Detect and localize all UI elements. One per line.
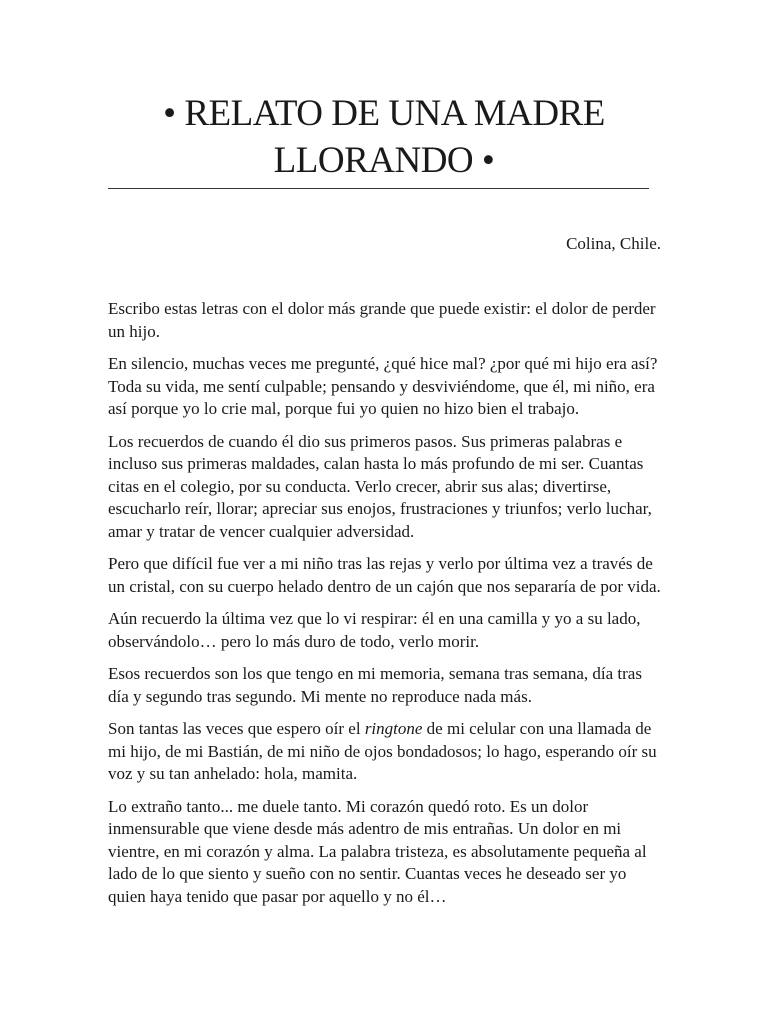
story-body: [108, 298, 664, 918]
title-line-2: LLORANDO •: [273, 140, 495, 181]
paragraph-7-emphasis: ringtone: [364, 719, 423, 738]
paragraph-6: Esos recuerdos son los que tengo en mi memoria, semana tras semana, día tras día y segundo tras segundo. Mi mente no reproduce nada más.: [108, 664, 642, 706]
paragraph-8: Lo extraño tanto... me duele tanto. Mi corazón quedó roto. Es un dolor inmensurable que viene desde más adentro de mis entrañas. Un dolor en mi vientre, en mi corazón y alma. La palabra tristeza, es absolutamente pequeña al lado de lo que siento y sueño con no sentir. Cuantas veces he deseado ser yo quien haya tenido que pasar por aquello y no él…: [108, 796, 647, 906]
paragraph-7: [108, 718, 664, 786]
title-divider: [108, 188, 649, 189]
paragraph-7-text-a: Son tantas las veces que espero oír el: [108, 719, 365, 738]
title-line-1: • RELATO DE UNA MADRE: [163, 93, 605, 134]
place-line: Colina, Chile.: [566, 234, 661, 253]
paragraph-4: Pero que difícil fue ver a mi niño tras las rejas y verlo por última vez a través de un cristal, con su cuerpo helado dentro de un cajón que nos separaría de por vida.: [108, 554, 661, 596]
paragraph-7-text-b: de mi celular con una llamada de mi hijo, de mi Bastián, de mi niño de ojos bondadosos; lo hago, esperando oír su voz y su tan anhelado: hola, mamita.: [108, 719, 657, 783]
paragraph-5: Aún recuerdo la última vez que lo vi respirar: él en una camilla y yo a su lado, observándolo… pero lo más duro de todo, verlo morir.: [108, 609, 641, 651]
page-title: [108, 90, 660, 184]
paragraph-2: En silencio, muchas veces me pregunté, ¿qué hice mal? ¿por qué mi hijo era así? Toda su vida, me sentí culpable; pensando y desviviéndome, que él, mi niño, era así porque yo lo crie mal, porque fui yo quien no hizo bien el trabajo.: [108, 354, 658, 418]
paragraph-3: Los recuerdos de cuando él dio sus primeros pasos. Sus primeras palabras e incluso sus primeras maldades, calan hasta lo más profundo de mi ser. Cuantas citas en el colegio, por su conducta. Verlo crecer, abrir sus alas; divertirse, escucharlo reír, llorar; apreciar sus enojos, frustraciones y triunfos; verlo luchar, amar y tratar de vencer cualquier adversidad.: [108, 431, 652, 541]
paragraph-1: Escribo estas letras con el dolor más grande que puede existir: el dolor de perder un hijo.: [108, 299, 656, 341]
